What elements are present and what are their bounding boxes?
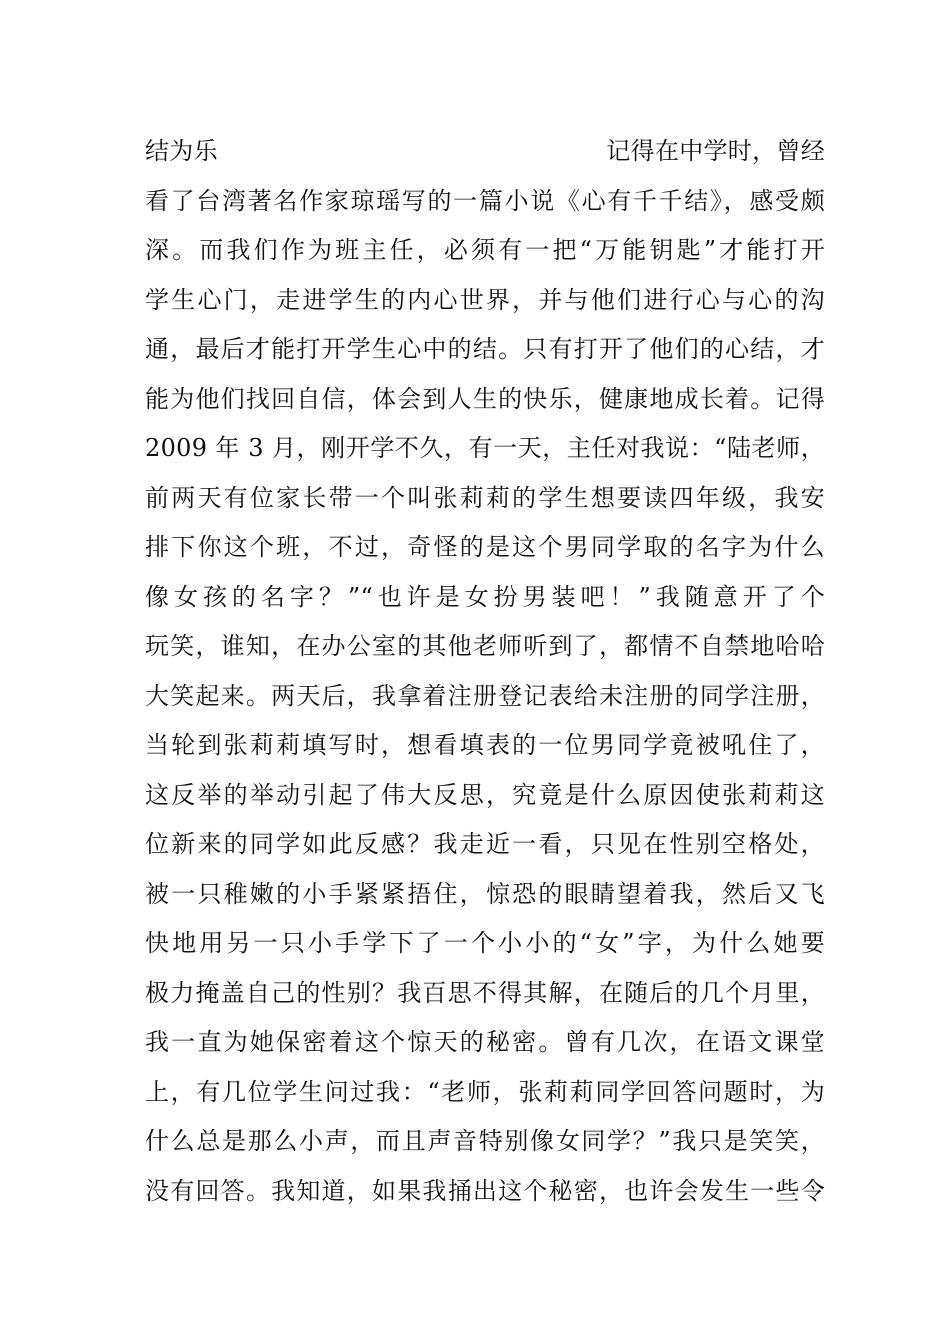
- text-line: 排下你这个班，不过，奇怪的是这个男同学取的名字为什么: [145, 533, 825, 561]
- text-line: 看了台湾著名作家琼瑶写的一篇小说《心有千千结》，感受颇: [145, 186, 825, 215]
- title-text: 结为乐: [145, 137, 218, 165]
- text-line: 通，最后才能打开学生心中的结。只有打开了他们的心结，才: [145, 335, 825, 363]
- text-line: 学生心门，走进学生的内心世界，并与他们进行心与心的沟: [145, 285, 825, 314]
- text-line: 极力掩盖自己的性别？我百思不得其解，在随后的几个月里，: [145, 978, 825, 1007]
- text-line: 被一只稚嫩的小手紧紧捂住，惊恐的眼睛望着我，然后又飞: [145, 879, 825, 908]
- text-line: 什么总是那么小声，而且声音特别像女同学？”我只是笑笑，: [145, 1127, 825, 1155]
- text-line: 大笑起来。两天后，我拿着注册登记表给未注册的同学注册，: [145, 681, 825, 710]
- text-line: 快地用另一只小手学下了一个小小的“女”字，为什么她要: [145, 929, 825, 957]
- text-line: 当轮到张莉莉填写时，想看填表的一位男同学竟被吼住了，: [145, 731, 825, 759]
- text-line: 前两天有位家长带一个叫张莉莉的学生想要读四年级，我安: [145, 483, 825, 512]
- text-line: 深。而我们作为班主任，必须有一把“万能钥匙”才能打开: [145, 236, 825, 264]
- text-line: 我一直为她保密着这个惊天的秘密。曾有几次，在语文课堂: [145, 1028, 825, 1056]
- text-line: 像女孩的名字？”“也许是女扮男装吧！”我随意开了个: [145, 582, 825, 611]
- text-line: 玩笑，谁知，在办公室的其他老师听到了，都情不自禁地哈哈: [145, 632, 825, 660]
- text-line: 上，有几位学生问过我：“老师，张莉莉同学回答问题时，为: [145, 1077, 825, 1106]
- body-text: [145, 127, 825, 1216]
- text-line: 位新来的同学如此反感？我走近一看，只见在性别空格处，: [145, 830, 825, 858]
- text-line: 这反举的举动引起了伟大反思，究竟是什么原因使张莉莉这: [145, 780, 825, 809]
- text-line-first: [145, 127, 825, 177]
- first-line-tail: 记得在中学时，曾经: [606, 137, 825, 165]
- text-line: 能为他们找回自信，体会到人生的快乐，健康地成长着。记得: [145, 384, 825, 413]
- text-line: 没有回答。我知道，如果我捅出这个秘密，也许会发生一些令: [145, 1176, 825, 1205]
- text-line: 2009 年 3 月，刚开学不久，有一天，主任对我说：“陆老师，: [145, 434, 825, 462]
